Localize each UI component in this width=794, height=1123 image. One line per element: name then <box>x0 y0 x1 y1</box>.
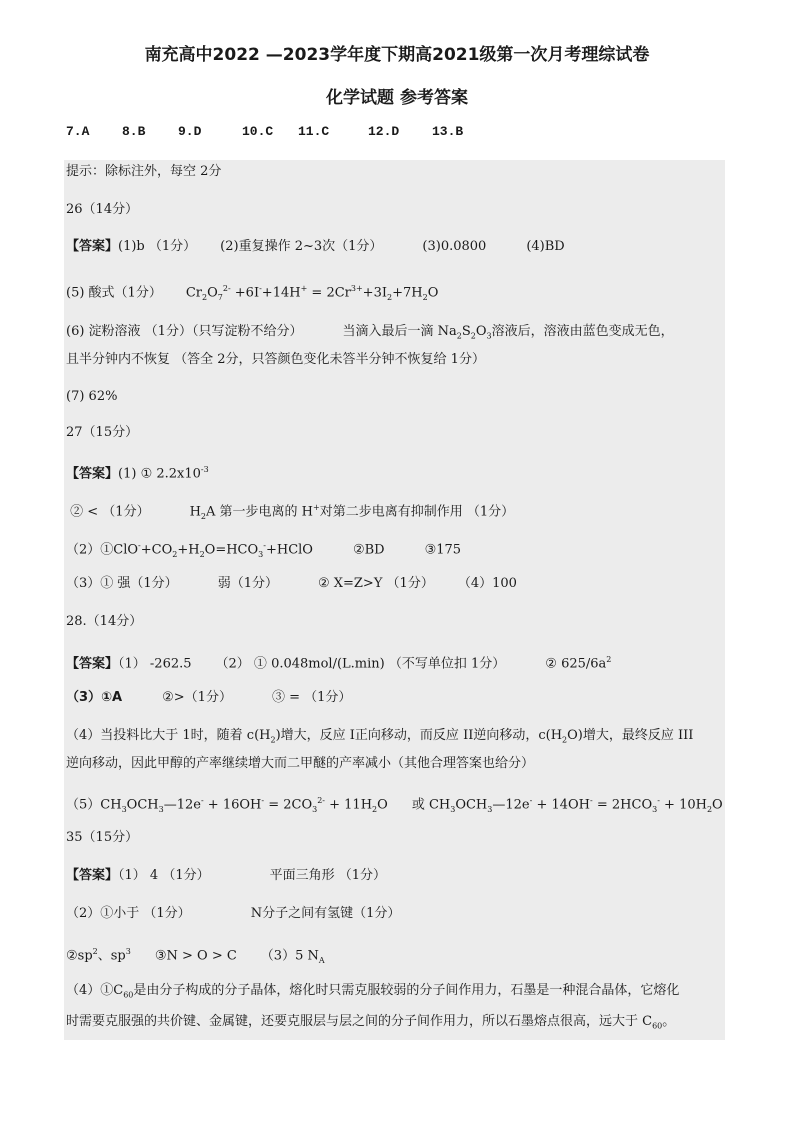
q35-heading: 35（15分） <box>66 830 139 845</box>
mc-answer: 8.B <box>122 124 146 139</box>
q27-answer-line-2: ② < （1分） $H_2A$ 第一步电离的 H+对第二步电离有抑制作用 （1分） <box>70 503 515 521</box>
mc-answer: 10.C <box>242 124 274 139</box>
mc-answer: 12.D <box>368 124 400 139</box>
q26-answer-line-5: (5) 酸式（1分） $Cr_2O_7^{2-} +6I^-+14H^+ = 2Cr^{3+}+3I_2+7H_2O$ <box>66 284 439 302</box>
mc-answer: 11.C <box>298 124 330 139</box>
scoring-tip: 提示：除标注外，每空 2分 <box>66 164 222 179</box>
q28-heading: 28.（14分） <box>66 614 143 629</box>
q28-answer-line-2: （3）①A ②>（1分） ③ = （1分） <box>66 690 352 705</box>
q27-answer-line-3: $(2)①ClO^-+CO_2+H_2O=HCO_3^-+HClO$ ②BD ③175 <box>66 541 462 559</box>
q26-answer-line-1: 【答案】(1)b （1分） (2)重复操作 2~3次（1分） (3)0.0800 (4)BD <box>66 239 565 254</box>
q35-answer-line-2: （2）①小于 （1分） N分子之间有氢键（1分） <box>66 906 401 921</box>
q27-answer-line-1: 【答案】(1) ① $2.2x10^{-3}$ <box>66 465 209 482</box>
mc-answer: 13.B <box>432 124 464 139</box>
q35-answer-line-1: 【答案】（1） 4 （1分） 平面三角形 （1分） <box>66 868 386 883</box>
q26-answer-line-7: (7) 62% <box>66 389 118 404</box>
mc-answers <box>66 124 463 139</box>
q28-answer-line-1: 【答案】（1） -262.5 （2） ① 0.048mol/(L.min) （不写单位扣 1分） ② $625/6a^2$ <box>66 655 612 672</box>
q28-answer-line-3: （4）当投料比大于 1时，随着 $c(H_2)$增大，反应 I正向移动，而反应 II逆向移动，$c(H_2O)$增大，最终反应 III <box>66 728 694 745</box>
q26-answer-line-6b: 且半分钟内不恢复 （答全 2分，只答颜色变化未答半分钟不恢复给 1分） <box>66 352 485 367</box>
q28-answer-line-4: 逆向移动，因此甲醇的产率继续增大而二甲醚的产率减小（其他合理答案也给分） <box>66 756 535 771</box>
q35-answer-line-3: $②sp^2$、$sp^3$ ③N > O > C （3）5 $N_A$ <box>66 947 325 965</box>
q27-answer-line-4: （3）① 强（1分） 弱（1分） ② X=Z>Y （1分） （4）100 <box>66 576 517 591</box>
q26-heading: 26（14分） <box>66 202 139 217</box>
mc-answer: 9.D <box>178 124 202 139</box>
mc-answer: 7.A <box>66 124 90 139</box>
q28-answer-line-5: $(5)CH_3OCH_3—12e^- + 16OH^- = 2CO_3^{2-} + 11H_2O$ 或 $CH_3OCH_3—12e^- + 14OH^- = 2HCO_3^- + 10H_2O$ <box>66 796 723 814</box>
q35-answer-line-5: 时需要克服强的共价键、金属键，还要克服层与层之间的分子间作用力，所以石墨熔点很高，远大于 $C_{60}$。 <box>66 1014 676 1031</box>
q26-answer-line-6a: (6) 淀粉溶液 （1分）（只写淀粉不给分） 当滴入最后一滴 $Na_2S_2O_3$溶液后，溶液由蓝色变成无色， <box>66 324 674 341</box>
page-subtitle: 化学试题 参考答案 <box>326 88 468 108</box>
q35-answer-line-4: $(4)①C_{60}$是由分子构成的分子晶体，熔化时只需克服较弱的分子间作用力，石墨是一种混合晶体，它熔化 <box>66 983 680 1000</box>
q27-heading: 27（15分） <box>66 425 139 440</box>
page-title: 南充高中2022 —2023学年度下期高2021级第一次月考理综试卷 <box>144 45 650 65</box>
